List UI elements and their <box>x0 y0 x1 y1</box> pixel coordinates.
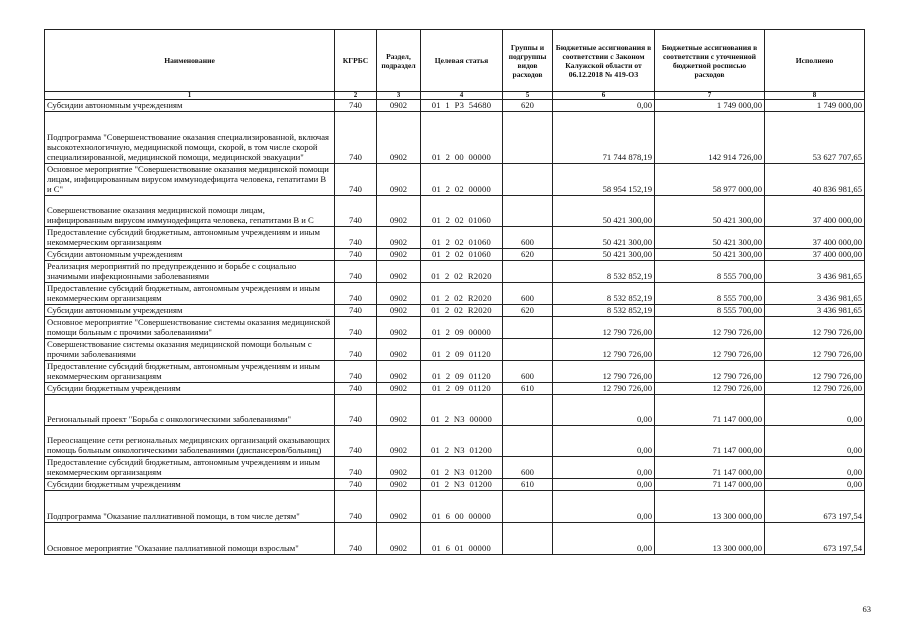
row-revised-amount: 13 300 000,00 <box>655 491 765 523</box>
row-kgrbs: 740 <box>335 305 377 317</box>
column-number: 1 <box>45 92 335 100</box>
table-row <box>45 361 865 383</box>
table-row <box>45 196 865 227</box>
header-group: Группы и подгруппы видов расходов <box>503 30 553 92</box>
row-expense-group <box>503 196 553 227</box>
row-razdel: 0902 <box>377 305 421 317</box>
row-razdel: 0902 <box>377 339 421 361</box>
row-kgrbs: 740 <box>335 261 377 283</box>
table-row <box>45 305 865 317</box>
table-row <box>45 491 865 523</box>
row-executed-amount: 0,00 <box>765 395 865 426</box>
row-expense-group: 620 <box>503 249 553 261</box>
row-target-article: 01 1 Р3 54680 <box>421 100 503 112</box>
row-expense-group: 600 <box>503 283 553 305</box>
row-law-amount: 12 790 726,00 <box>553 361 655 383</box>
row-target-article: 01 2 N3 00000 <box>421 395 503 426</box>
table-header-row <box>45 30 865 92</box>
row-executed-amount: 3 436 981,65 <box>765 261 865 283</box>
row-kgrbs: 740 <box>335 100 377 112</box>
row-razdel: 0902 <box>377 361 421 383</box>
row-name: Субсидии бюджетным учреждениям <box>45 479 335 491</box>
row-name: Совершенствование оказания медицинской помощи лицам, инфицированным вирусом иммунодефицита человека, гепатитами В и С <box>45 196 335 227</box>
row-target-article: 01 2 02 R2020 <box>421 261 503 283</box>
table-row <box>45 523 865 555</box>
row-razdel: 0902 <box>377 457 421 479</box>
row-revised-amount: 71 147 000,00 <box>655 395 765 426</box>
row-executed-amount: 40 836 981,65 <box>765 164 865 196</box>
row-revised-amount: 12 790 726,00 <box>655 361 765 383</box>
row-razdel: 0902 <box>377 523 421 555</box>
row-revised-amount: 71 147 000,00 <box>655 479 765 491</box>
row-name: Реализация мероприятий по предупреждению и борьбе с социально значимыми инфекционными заболеваниями <box>45 261 335 283</box>
row-target-article: 01 6 01 00000 <box>421 523 503 555</box>
column-number: 6 <box>553 92 655 100</box>
row-razdel: 0902 <box>377 317 421 339</box>
row-revised-amount: 50 421 300,00 <box>655 227 765 249</box>
row-kgrbs: 740 <box>335 457 377 479</box>
row-razdel: 0902 <box>377 426 421 457</box>
row-kgrbs: 740 <box>335 491 377 523</box>
row-expense-group <box>503 164 553 196</box>
row-revised-amount: 71 147 000,00 <box>655 457 765 479</box>
row-executed-amount: 1 749 000,00 <box>765 100 865 112</box>
row-revised-amount: 71 147 000,00 <box>655 426 765 457</box>
row-expense-group <box>503 395 553 426</box>
row-razdel: 0902 <box>377 395 421 426</box>
table-row <box>45 395 865 426</box>
row-law-amount: 12 790 726,00 <box>553 383 655 395</box>
row-expense-group: 600 <box>503 227 553 249</box>
row-revised-amount: 12 790 726,00 <box>655 339 765 361</box>
table-row <box>45 100 865 112</box>
row-executed-amount: 12 790 726,00 <box>765 317 865 339</box>
table-row <box>45 261 865 283</box>
row-razdel: 0902 <box>377 196 421 227</box>
row-name: Субсидии автономным учреждениям <box>45 100 335 112</box>
row-law-amount: 12 790 726,00 <box>553 317 655 339</box>
row-razdel: 0902 <box>377 283 421 305</box>
page-number: 63 <box>862 604 871 614</box>
row-executed-amount: 0,00 <box>765 426 865 457</box>
row-expense-group <box>503 261 553 283</box>
row-executed-amount: 0,00 <box>765 479 865 491</box>
row-expense-group <box>503 426 553 457</box>
table-row <box>45 479 865 491</box>
row-law-amount: 50 421 300,00 <box>553 249 655 261</box>
table-row <box>45 227 865 249</box>
row-kgrbs: 740 <box>335 361 377 383</box>
row-kgrbs: 740 <box>335 383 377 395</box>
row-executed-amount: 37 400 000,00 <box>765 249 865 261</box>
row-revised-amount: 50 421 300,00 <box>655 249 765 261</box>
column-number: 5 <box>503 92 553 100</box>
row-kgrbs: 740 <box>335 479 377 491</box>
table-row <box>45 426 865 457</box>
table-row <box>45 317 865 339</box>
row-kgrbs: 740 <box>335 196 377 227</box>
row-expense-group: 620 <box>503 100 553 112</box>
row-law-amount: 71 744 878,19 <box>553 112 655 164</box>
row-executed-amount: 3 436 981,65 <box>765 283 865 305</box>
row-revised-amount: 8 555 700,00 <box>655 261 765 283</box>
row-executed-amount: 673 197,54 <box>765 491 865 523</box>
row-target-article: 01 2 N3 01200 <box>421 479 503 491</box>
row-expense-group <box>503 112 553 164</box>
row-executed-amount: 673 197,54 <box>765 523 865 555</box>
row-name: Субсидии бюджетным учреждениям <box>45 383 335 395</box>
row-law-amount: 12 790 726,00 <box>553 339 655 361</box>
row-razdel: 0902 <box>377 383 421 395</box>
row-target-article: 01 2 02 01060 <box>421 227 503 249</box>
table-row <box>45 339 865 361</box>
row-name: Подпрограмма "Совершенствование оказания специализированной, включая высокотехнологичную, медицинской помощи, скорой, в том числе скорой специализированной, медицинской помощи, медицинской эвакуации" <box>45 112 335 164</box>
row-executed-amount: 12 790 726,00 <box>765 383 865 395</box>
row-razdel: 0902 <box>377 491 421 523</box>
row-executed-amount: 12 790 726,00 <box>765 339 865 361</box>
header-target: Целевая статья <box>421 30 503 92</box>
row-name: Предоставление субсидий бюджетным, автономным учреждениям и иным некоммерческим организациям <box>45 283 335 305</box>
row-target-article: 01 2 09 00000 <box>421 317 503 339</box>
table-row <box>45 164 865 196</box>
row-target-article: 01 2 02 01060 <box>421 196 503 227</box>
row-law-amount: 0,00 <box>553 523 655 555</box>
row-name: Подпрограмма "Оказание паллиативной помощи, в том числе детям" <box>45 491 335 523</box>
row-razdel: 0902 <box>377 261 421 283</box>
header-razdel: Раздел, подраздел <box>377 30 421 92</box>
row-revised-amount: 142 914 726,00 <box>655 112 765 164</box>
row-kgrbs: 740 <box>335 426 377 457</box>
column-number: 3 <box>377 92 421 100</box>
table-row <box>45 383 865 395</box>
row-kgrbs: 740 <box>335 249 377 261</box>
row-target-article: 01 2 02 R2020 <box>421 305 503 317</box>
row-name: Основное мероприятие "Совершенствование оказания медицинской помощи лицам, инфицированным вирусом иммунодефицита человека, гепатитами В и С" <box>45 164 335 196</box>
row-name: Совершенствование системы оказания медицинской помощи больным с прочими заболеваниями <box>45 339 335 361</box>
row-razdel: 0902 <box>377 100 421 112</box>
column-number: 4 <box>421 92 503 100</box>
row-revised-amount: 12 790 726,00 <box>655 317 765 339</box>
row-expense-group <box>503 339 553 361</box>
row-razdel: 0902 <box>377 164 421 196</box>
header-kgrbs: КГРБС <box>335 30 377 92</box>
row-razdel: 0902 <box>377 249 421 261</box>
row-name: Основное мероприятие "Совершенствование системы оказания медицинской помощи больным с прочими заболеваниями" <box>45 317 335 339</box>
row-razdel: 0902 <box>377 227 421 249</box>
row-name: Основное мероприятие "Оказание паллиативной помощи взрослым" <box>45 523 335 555</box>
row-kgrbs: 740 <box>335 283 377 305</box>
table-row <box>45 112 865 164</box>
row-expense-group: 600 <box>503 457 553 479</box>
row-kgrbs: 740 <box>335 164 377 196</box>
row-law-amount: 8 532 852,19 <box>553 305 655 317</box>
row-target-article: 01 2 09 01120 <box>421 339 503 361</box>
row-target-article: 01 2 09 01120 <box>421 383 503 395</box>
table-row <box>45 249 865 261</box>
row-kgrbs: 740 <box>335 395 377 426</box>
row-target-article: 01 2 02 00000 <box>421 164 503 196</box>
header-executed: Исполнено <box>765 30 865 92</box>
row-kgrbs: 740 <box>335 523 377 555</box>
row-kgrbs: 740 <box>335 112 377 164</box>
row-revised-amount: 50 421 300,00 <box>655 196 765 227</box>
row-name: Предоставление субсидий бюджетным, автономным учреждениям и иным некоммерческим организациям <box>45 227 335 249</box>
row-name: Переоснащение сети региональных медицинских организаций оказывающих помощь больным онкологическими заболеваниями (диспансеров/больниц) <box>45 426 335 457</box>
row-law-amount: 0,00 <box>553 457 655 479</box>
row-revised-amount: 13 300 000,00 <box>655 523 765 555</box>
row-revised-amount: 8 555 700,00 <box>655 283 765 305</box>
row-executed-amount: 53 627 707,65 <box>765 112 865 164</box>
column-number: 7 <box>655 92 765 100</box>
row-expense-group <box>503 317 553 339</box>
header-revised: Бюджетные ассигнования в соответствии с уточненной бюджетной росписью расходов <box>655 30 765 92</box>
row-kgrbs: 740 <box>335 227 377 249</box>
row-law-amount: 58 954 152,19 <box>553 164 655 196</box>
row-name: Предоставление субсидий бюджетным, автономным учреждениям и иным некоммерческим организациям <box>45 457 335 479</box>
row-executed-amount: 3 436 981,65 <box>765 305 865 317</box>
row-name: Предоставление субсидий бюджетным, автономным учреждениям и иным некоммерческим организациям <box>45 361 335 383</box>
row-expense-group <box>503 523 553 555</box>
row-law-amount: 8 532 852,19 <box>553 261 655 283</box>
row-executed-amount: 37 400 000,00 <box>765 196 865 227</box>
row-target-article: 01 2 N3 01200 <box>421 457 503 479</box>
row-target-article: 01 2 02 01060 <box>421 249 503 261</box>
row-law-amount: 50 421 300,00 <box>553 227 655 249</box>
row-target-article: 01 2 00 00000 <box>421 112 503 164</box>
row-revised-amount: 1 749 000,00 <box>655 100 765 112</box>
row-revised-amount: 58 977 000,00 <box>655 164 765 196</box>
table-row <box>45 283 865 305</box>
row-name: Субсидии автономным учреждениям <box>45 305 335 317</box>
row-law-amount: 0,00 <box>553 395 655 426</box>
column-number-row <box>45 92 865 100</box>
row-name: Субсидии автономным учреждениям <box>45 249 335 261</box>
row-target-article: 01 2 N3 01200 <box>421 426 503 457</box>
header-name: Наименование <box>45 30 335 92</box>
row-expense-group: 610 <box>503 479 553 491</box>
row-name: Региональный проект "Борьба с онкологическими заболеваниями" <box>45 395 335 426</box>
row-law-amount: 0,00 <box>553 491 655 523</box>
column-number: 8 <box>765 92 865 100</box>
row-target-article: 01 2 02 R2020 <box>421 283 503 305</box>
row-kgrbs: 740 <box>335 317 377 339</box>
row-expense-group: 600 <box>503 361 553 383</box>
row-executed-amount: 0,00 <box>765 457 865 479</box>
row-expense-group <box>503 491 553 523</box>
row-target-article: 01 2 09 01120 <box>421 361 503 383</box>
row-expense-group: 620 <box>503 305 553 317</box>
row-law-amount: 8 532 852,19 <box>553 283 655 305</box>
row-law-amount: 0,00 <box>553 426 655 457</box>
row-razdel: 0902 <box>377 112 421 164</box>
row-law-amount: 50 421 300,00 <box>553 196 655 227</box>
column-number: 2 <box>335 92 377 100</box>
budget-table <box>44 29 865 555</box>
row-revised-amount: 12 790 726,00 <box>655 383 765 395</box>
row-law-amount: 0,00 <box>553 100 655 112</box>
table-row <box>45 457 865 479</box>
row-executed-amount: 37 400 000,00 <box>765 227 865 249</box>
header-law: Бюджетные ассигнования в соответствии с Законом Калужской области от 06.12.2018 № 419-ОЗ <box>553 30 655 92</box>
row-law-amount: 0,00 <box>553 479 655 491</box>
row-executed-amount: 12 790 726,00 <box>765 361 865 383</box>
row-expense-group: 610 <box>503 383 553 395</box>
row-razdel: 0902 <box>377 479 421 491</box>
row-kgrbs: 740 <box>335 339 377 361</box>
table-body <box>45 100 865 555</box>
row-revised-amount: 8 555 700,00 <box>655 305 765 317</box>
row-target-article: 01 6 00 00000 <box>421 491 503 523</box>
